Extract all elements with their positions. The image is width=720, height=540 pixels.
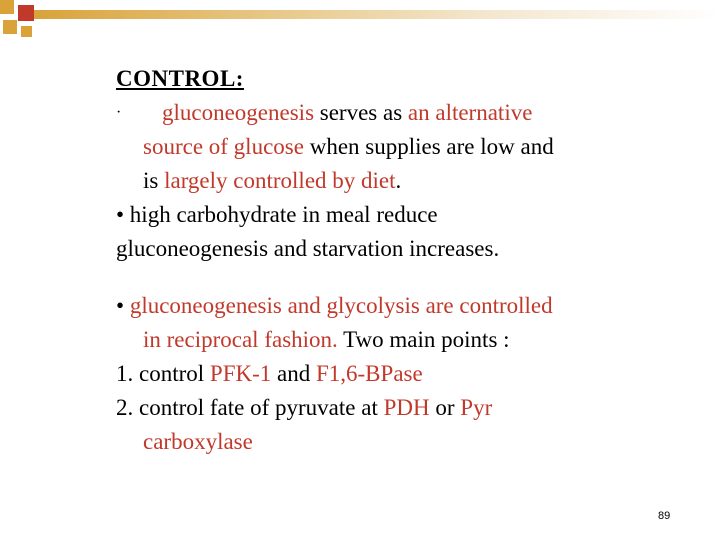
bullet3-line2: in reciprocal fashion. Two main points :: [143, 327, 510, 352]
numbered-item-1: 1. control PFK-1 and F1,6-BPase: [116, 361, 423, 386]
corner-square-gold-1: [0, 0, 14, 14]
header-gradient-bar: [34, 10, 720, 19]
bullet2-line1: • high carbohydrate in meal reduce: [116, 202, 438, 227]
corner-square-red: [18, 5, 34, 21]
bullet2-line2: gluconeogenesis and starvation increases.: [116, 236, 500, 261]
bullet-marker: ·: [116, 104, 122, 121]
numbered-item-2: 2. control fate of pyruvate at PDH or Pyr: [116, 395, 493, 420]
page-number: 89: [658, 510, 671, 522]
paragraph-spacer: [116, 266, 696, 289]
bullet1-line2: source of glucose when supplies are low and: [143, 134, 554, 159]
numbered-item-2-continued: carboxylase: [143, 429, 253, 454]
slide-content: [116, 62, 696, 459]
bullet1-line3: is largely controlled by diet.: [143, 168, 402, 193]
bullet1-line1: · gluconeogenesis serves as an alternative: [116, 96, 696, 130]
slide-title: CONTROL:: [116, 66, 244, 91]
corner-square-gold-2: [3, 20, 17, 34]
bullet3-line1: • gluconeogenesis and glycolysis are controlled: [116, 293, 553, 318]
corner-square-gold-3: [21, 26, 32, 37]
